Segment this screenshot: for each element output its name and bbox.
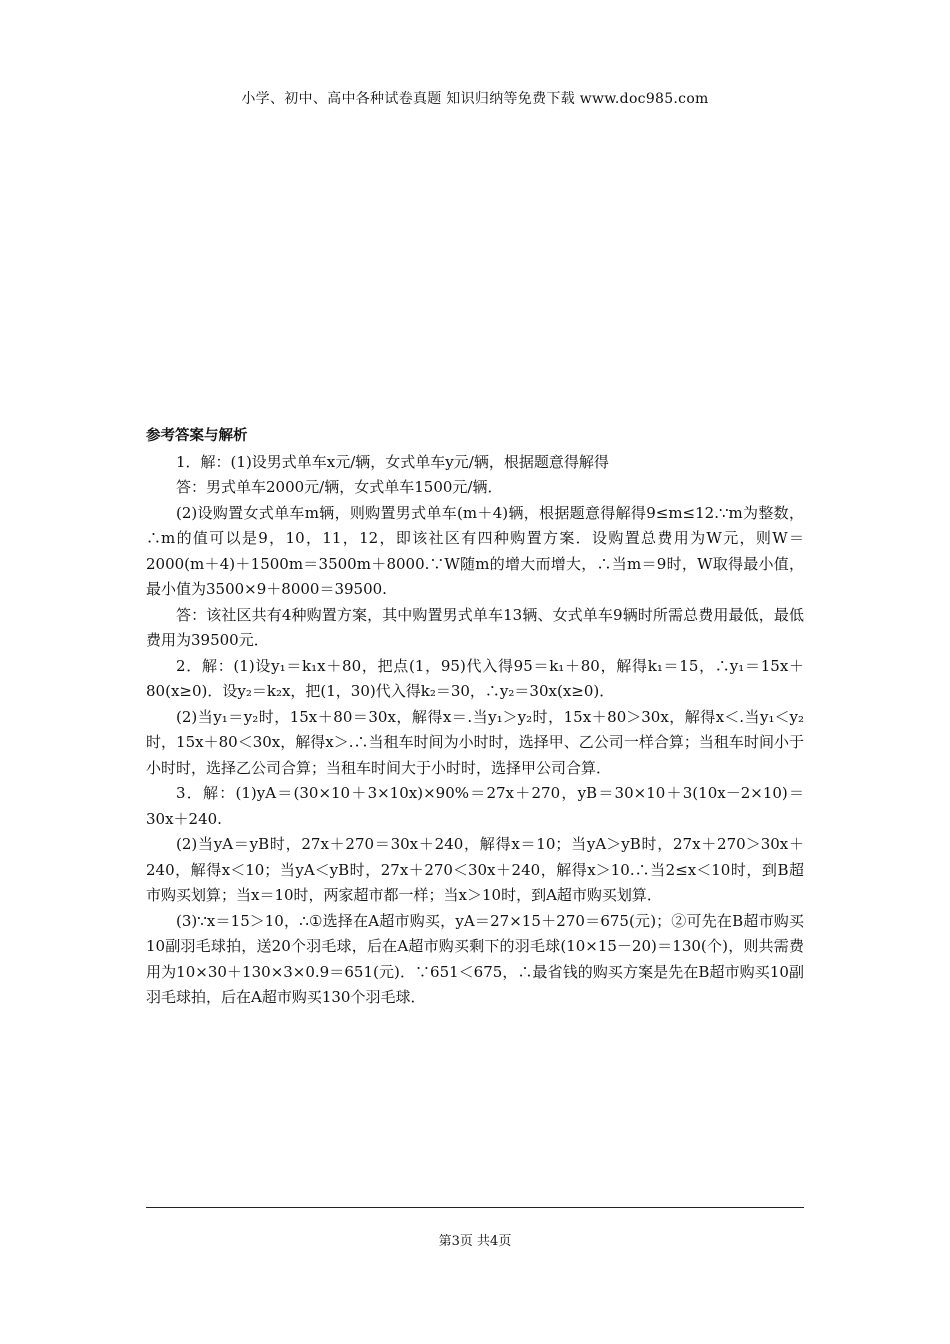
paragraph-3: (2)设购置女式单车m辆，则购置男式单车(m＋4)辆，根据题意得解得9≤m≤12.∵m为整数，∴m的值可以是9，10，11，12，即该社区有四种购置方案．设购置总费用为W元，则W＝2000(m＋4)＋1500m＝3500m＋8000.∵W随m的增大而增大，∴当m＝9时，W取得最小值，最小值为3500×9＋8000＝39500. xyxy=(146,503,804,598)
paragraph-5: 2．解：(1)设y₁＝k₁x＋80，把点(1，95)代入得95＝k₁＋80，解得k₁＝15，∴y₁＝15x＋80(x≥0)．设y₂＝k₂x，把(1，30)代入得k₂＝30，∴y₂＝30x(x≥0)． xyxy=(146,656,804,700)
page-number: 第3页 共4页 xyxy=(438,1234,512,1249)
answer-content xyxy=(146,424,804,1011)
paragraph-4: 答：该社区共有4种购置方案，其中购置男式单车13辆、女式单车9辆时所需总费用最低，最低费用为39500元． xyxy=(146,605,804,649)
page-header: 小学、初中、高中各种试卷真题 知识归纳等免费下载 www.doc985.com xyxy=(241,91,709,107)
paragraph-2: 答：男式单车2000元/辆，女式单车1500元/辆． xyxy=(176,478,503,496)
paragraph-9: (3)∵x＝15＞10，∴①选择在A超市购买，yA＝27×15＋270＝675(元)；②可先在B超市购买10副羽毛球拍，送20个羽毛球，后在A超市购买剩下的羽毛球(10×15－20)＝130(个)，则共需费用为10×30＋130×3×0.9＝651(元)．∵651＜675，∴最省钱的购买方案是先在B超市购买10副羽毛球拍，后在A超市购买130个羽毛球． xyxy=(146,911,804,1006)
footer-divider xyxy=(146,1207,804,1208)
paragraph-8: (2)当yA＝yB时，27x＋270＝30x＋240，解得x＝10；当yA＞yB时，27x＋270＞30x＋240，解得x＜10；当yA＜yB时，27x＋270＜30x＋240，解得x＞10.∴当2≤x＜10时，到B超市购买划算；当x＝10时，两家超市都一样；当x＞10时，到A超市购买划算． xyxy=(146,835,804,904)
section-title: 参考答案与解析 xyxy=(146,428,248,444)
paragraph-6: (2)当y₁＝y₂时，15x＋80＝30x，解得x＝.当y₁＞y₂时，15x＋80＞30x，解得x＜.当y₁＜y₂时，15x＋80＜30x，解得x＞.∴当租车时间为小时时，选择甲、乙公司一样合算；当租车时间小于小时时，选择乙公司合算；当租车时间大于小时时，选择甲公司合算． xyxy=(146,707,804,777)
paragraph-7: 3．解：(1)yA＝(30×10＋3×10x)×90%＝27x＋270，yB＝30×10＋3(10x－2×10)＝30x＋240. xyxy=(146,784,804,828)
paragraph-1: 1．解：(1)设男式单车x元/辆，女式单车y元/辆，根据题意得解得 xyxy=(176,452,609,471)
